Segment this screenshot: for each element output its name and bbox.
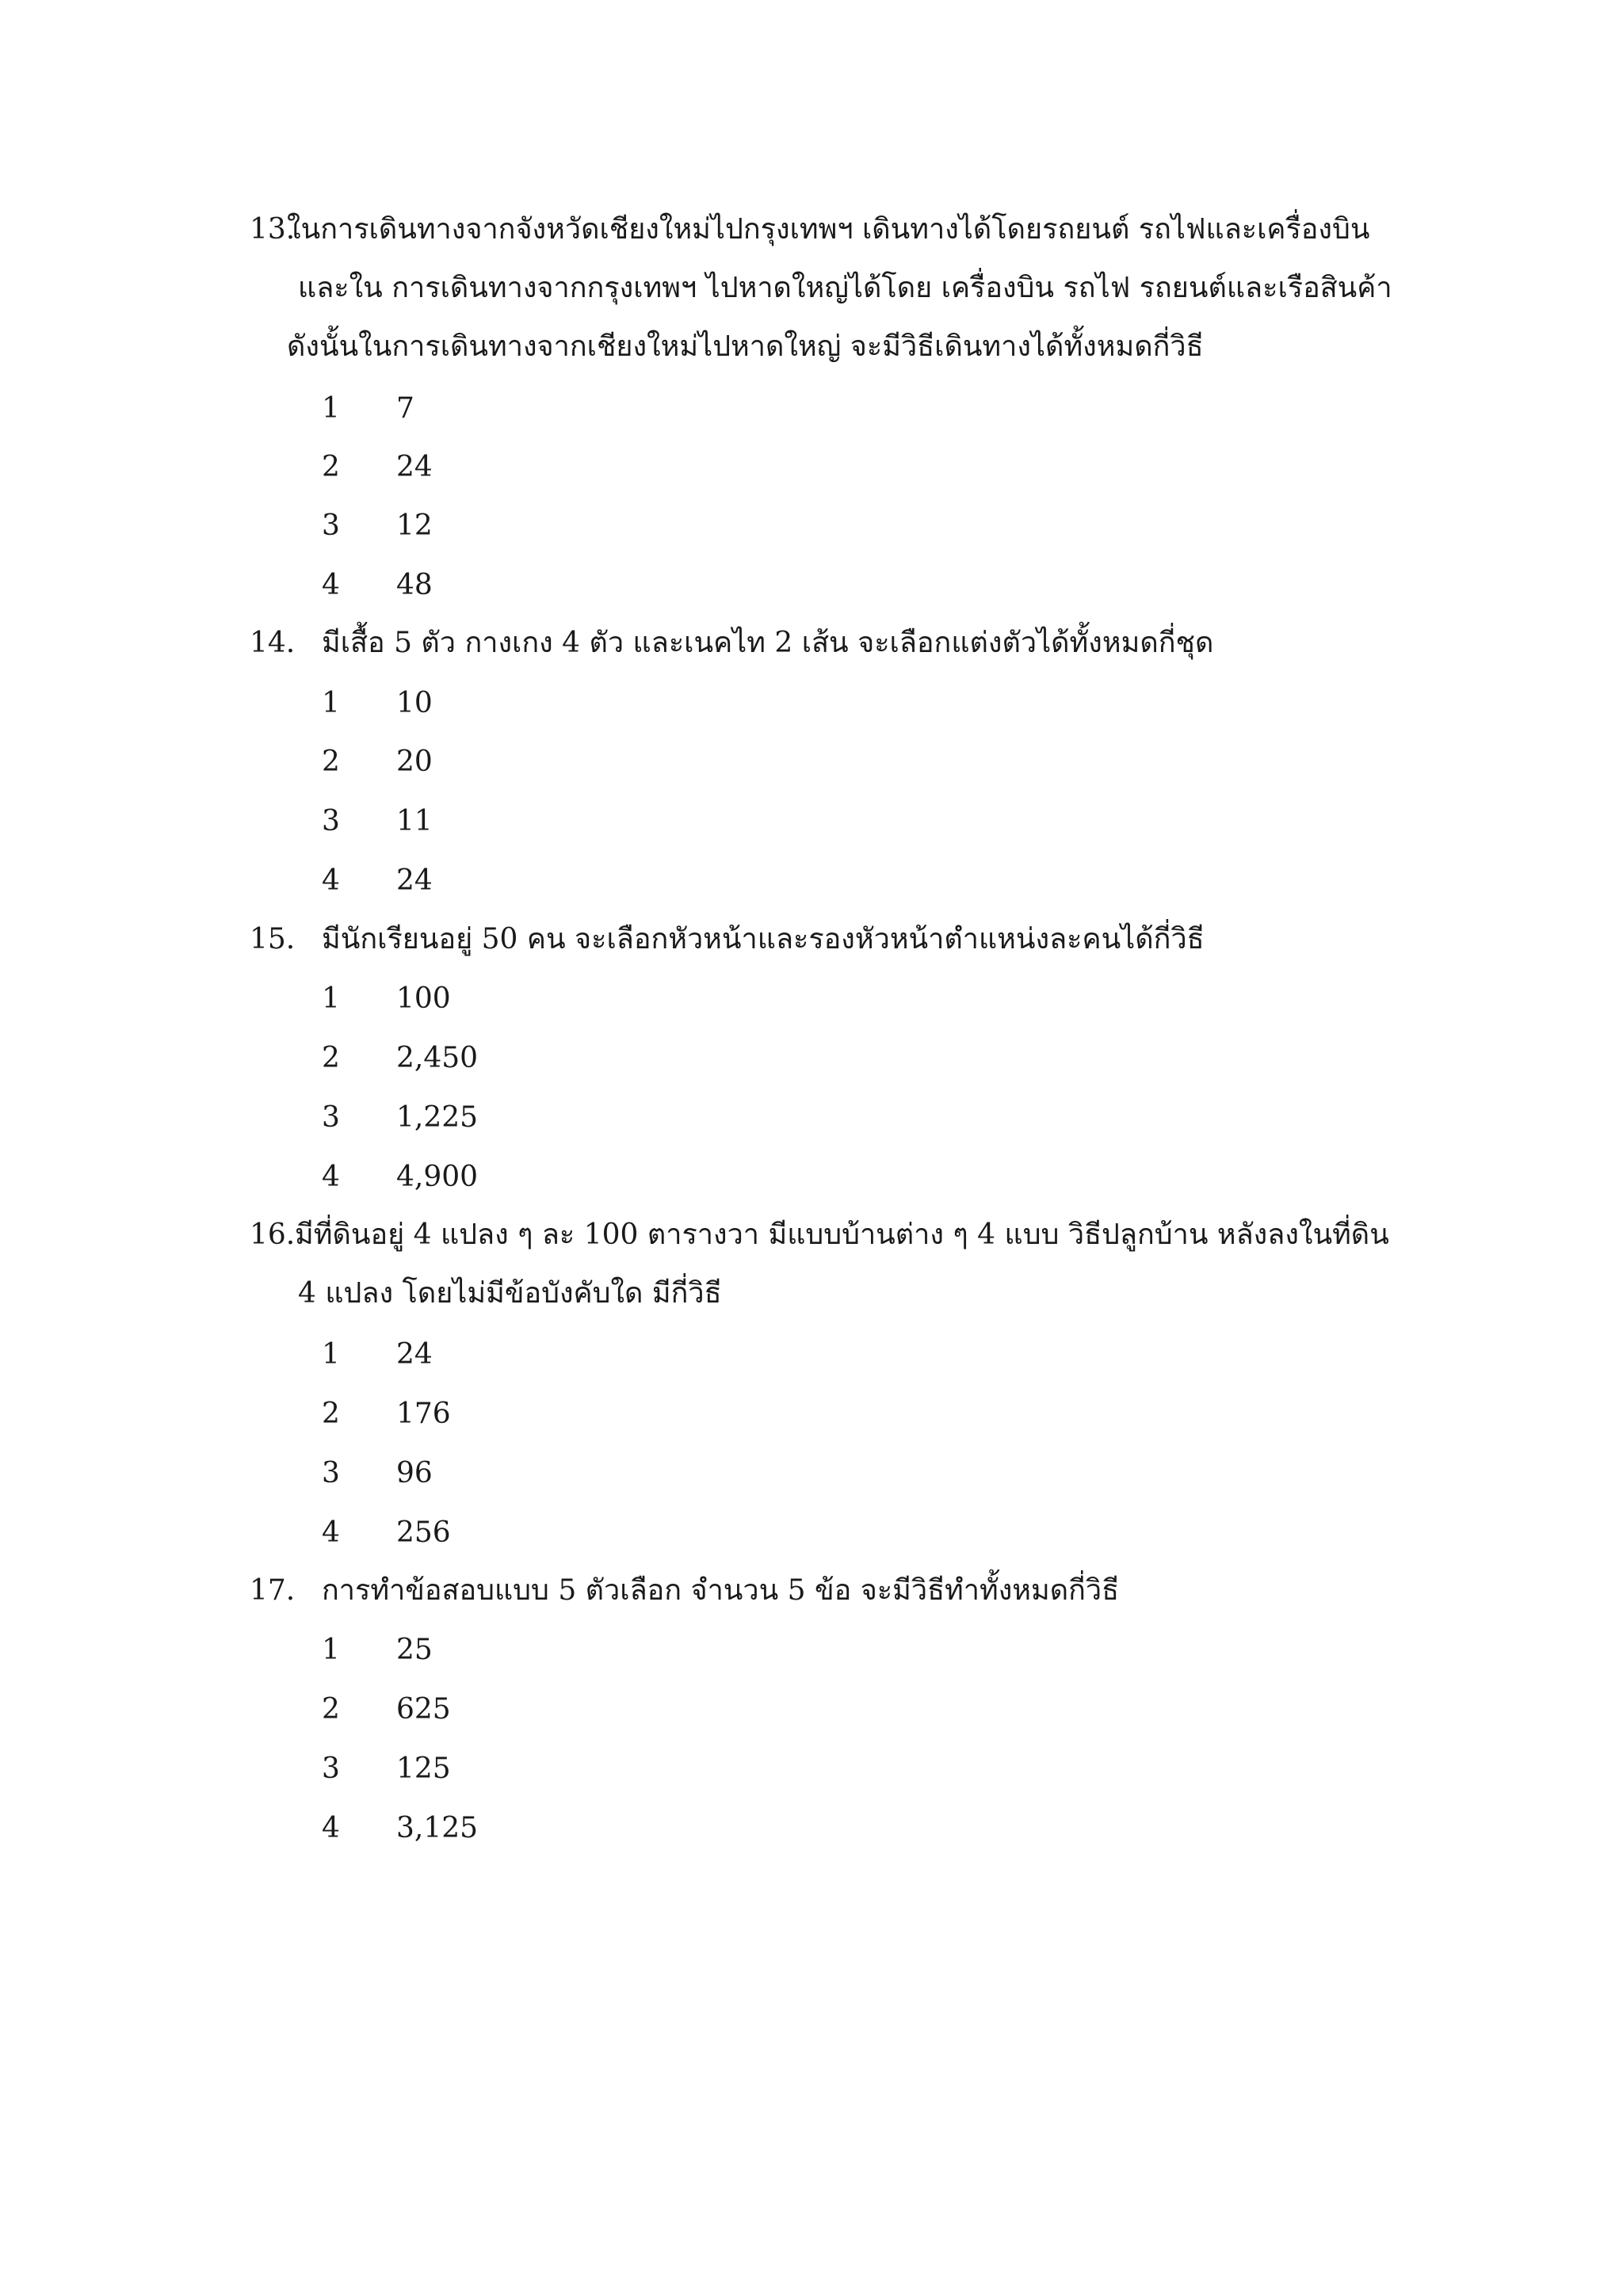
question-14-line-1: มีเสื้อ 5 ตัว กางเกง 4 ตัว และเนคไท 2 เส้น จะเลือกแต่งตัวได้ทั้งหมดกี่ชุด: [322, 627, 1214, 659]
question-14-option-4-value: 24: [396, 864, 433, 897]
question-17-line-1: การทำข้อสอบแบบ 5 ตัวเลือก จำนวน 5 ข้อ จะมีวิธีทำทั้งหมดกี่วิธี: [322, 1574, 1120, 1607]
question-14-option-1-label: 1: [322, 687, 340, 719]
question-13-number: 13.: [250, 213, 296, 246]
question-16-option-3-value: 96: [396, 1457, 433, 1489]
question-14-option-2-label: 2: [322, 746, 340, 778]
question-13-option-4-label: 4: [322, 569, 340, 601]
question-17-option-1-value: 25: [396, 1634, 433, 1666]
question-15-option-3-value: 1,225: [396, 1101, 479, 1134]
question-15-option-2-label: 2: [322, 1042, 340, 1074]
question-13-option-3-value: 12: [396, 509, 433, 542]
question-14-option-2-value: 20: [396, 746, 433, 778]
question-17-option-2-value: 625: [396, 1693, 451, 1726]
question-15-option-1-value: 100: [396, 982, 451, 1015]
question-17-number: 17.: [250, 1574, 296, 1607]
question-13-option-1-value: 7: [396, 392, 414, 425]
question-16-option-1-label: 1: [322, 1338, 340, 1371]
question-13-option-2-label: 2: [322, 451, 340, 483]
question-15-line-1: มีนักเรียนอยู่ 50 คน จะเลือกหัวหน้าและรองหัวหน้าตำแหน่งละคนได้กี่วิธี: [322, 923, 1205, 955]
question-17-option-4-label: 4: [322, 1812, 340, 1844]
question-15-number: 15.: [250, 923, 296, 955]
question-17-option-3-label: 3: [322, 1753, 340, 1785]
question-16-option-1-value: 24: [396, 1338, 433, 1371]
question-15-option-4-label: 4: [322, 1161, 340, 1193]
question-16-option-2-value: 176: [396, 1398, 451, 1430]
question-15-option-4-value: 4,900: [396, 1161, 479, 1193]
question-17-option-2-label: 2: [322, 1693, 340, 1726]
question-14-option-4-label: 4: [322, 864, 340, 897]
question-17-option-4-value: 3,125: [396, 1812, 479, 1844]
question-16-option-4-label: 4: [322, 1516, 340, 1549]
question-16-number: 16.: [250, 1219, 296, 1251]
question-13-option-4-value: 48: [396, 569, 433, 601]
question-13-option-3-label: 3: [322, 509, 340, 542]
question-14-number: 14.: [250, 627, 296, 659]
question-13-option-2-value: 24: [396, 451, 433, 483]
question-13-line-3: ดังนั้นในการเดินทางจากเชียงใหม่ไปหาดใหญ่ จะมีวิธีเดินทางได้ทั้งหมดกี่วิธี: [287, 330, 1204, 363]
question-13-line-2: และใน การเดินทางจากกรุงเทพฯ ไปหาดใหญ่ได้โดย เครื่องบิน รถไฟ รถยนต์และเรือสินค้า: [298, 272, 1392, 304]
question-14-option-3-label: 3: [322, 805, 340, 837]
question-16-line-2: 4 แปลง โดยไม่มีข้อบังคับใด มีกี่วิธี: [298, 1277, 722, 1310]
question-14-option-3-value: 11: [396, 805, 433, 837]
question-15-option-1-label: 1: [322, 982, 340, 1015]
question-14-option-1-value: 10: [396, 687, 433, 719]
question-16-option-3-label: 3: [322, 1457, 340, 1489]
question-16-option-4-value: 256: [396, 1516, 451, 1549]
question-16-line-1: มีที่ดินอยู่ 4 แปลง ๆ ละ 100 ตารางวา มีแบบบ้านต่าง ๆ 4 แบบ วิธีปลูกบ้าน หลังลงในที่ดิน: [295, 1219, 1389, 1251]
question-15-option-2-value: 2,450: [396, 1042, 479, 1074]
question-15-option-3-label: 3: [322, 1101, 340, 1134]
question-13-line-1: ในการเดินทางจากจังหวัดเชียงใหม่ไปกรุงเทพฯ เดินทางได้โดยรถยนต์ รถไฟและเครื่องบิน: [287, 213, 1370, 246]
question-13-option-1-label: 1: [322, 392, 340, 425]
question-16-option-2-label: 2: [322, 1398, 340, 1430]
question-17-option-1-label: 1: [322, 1634, 340, 1666]
question-17-option-3-value: 125: [396, 1753, 451, 1785]
